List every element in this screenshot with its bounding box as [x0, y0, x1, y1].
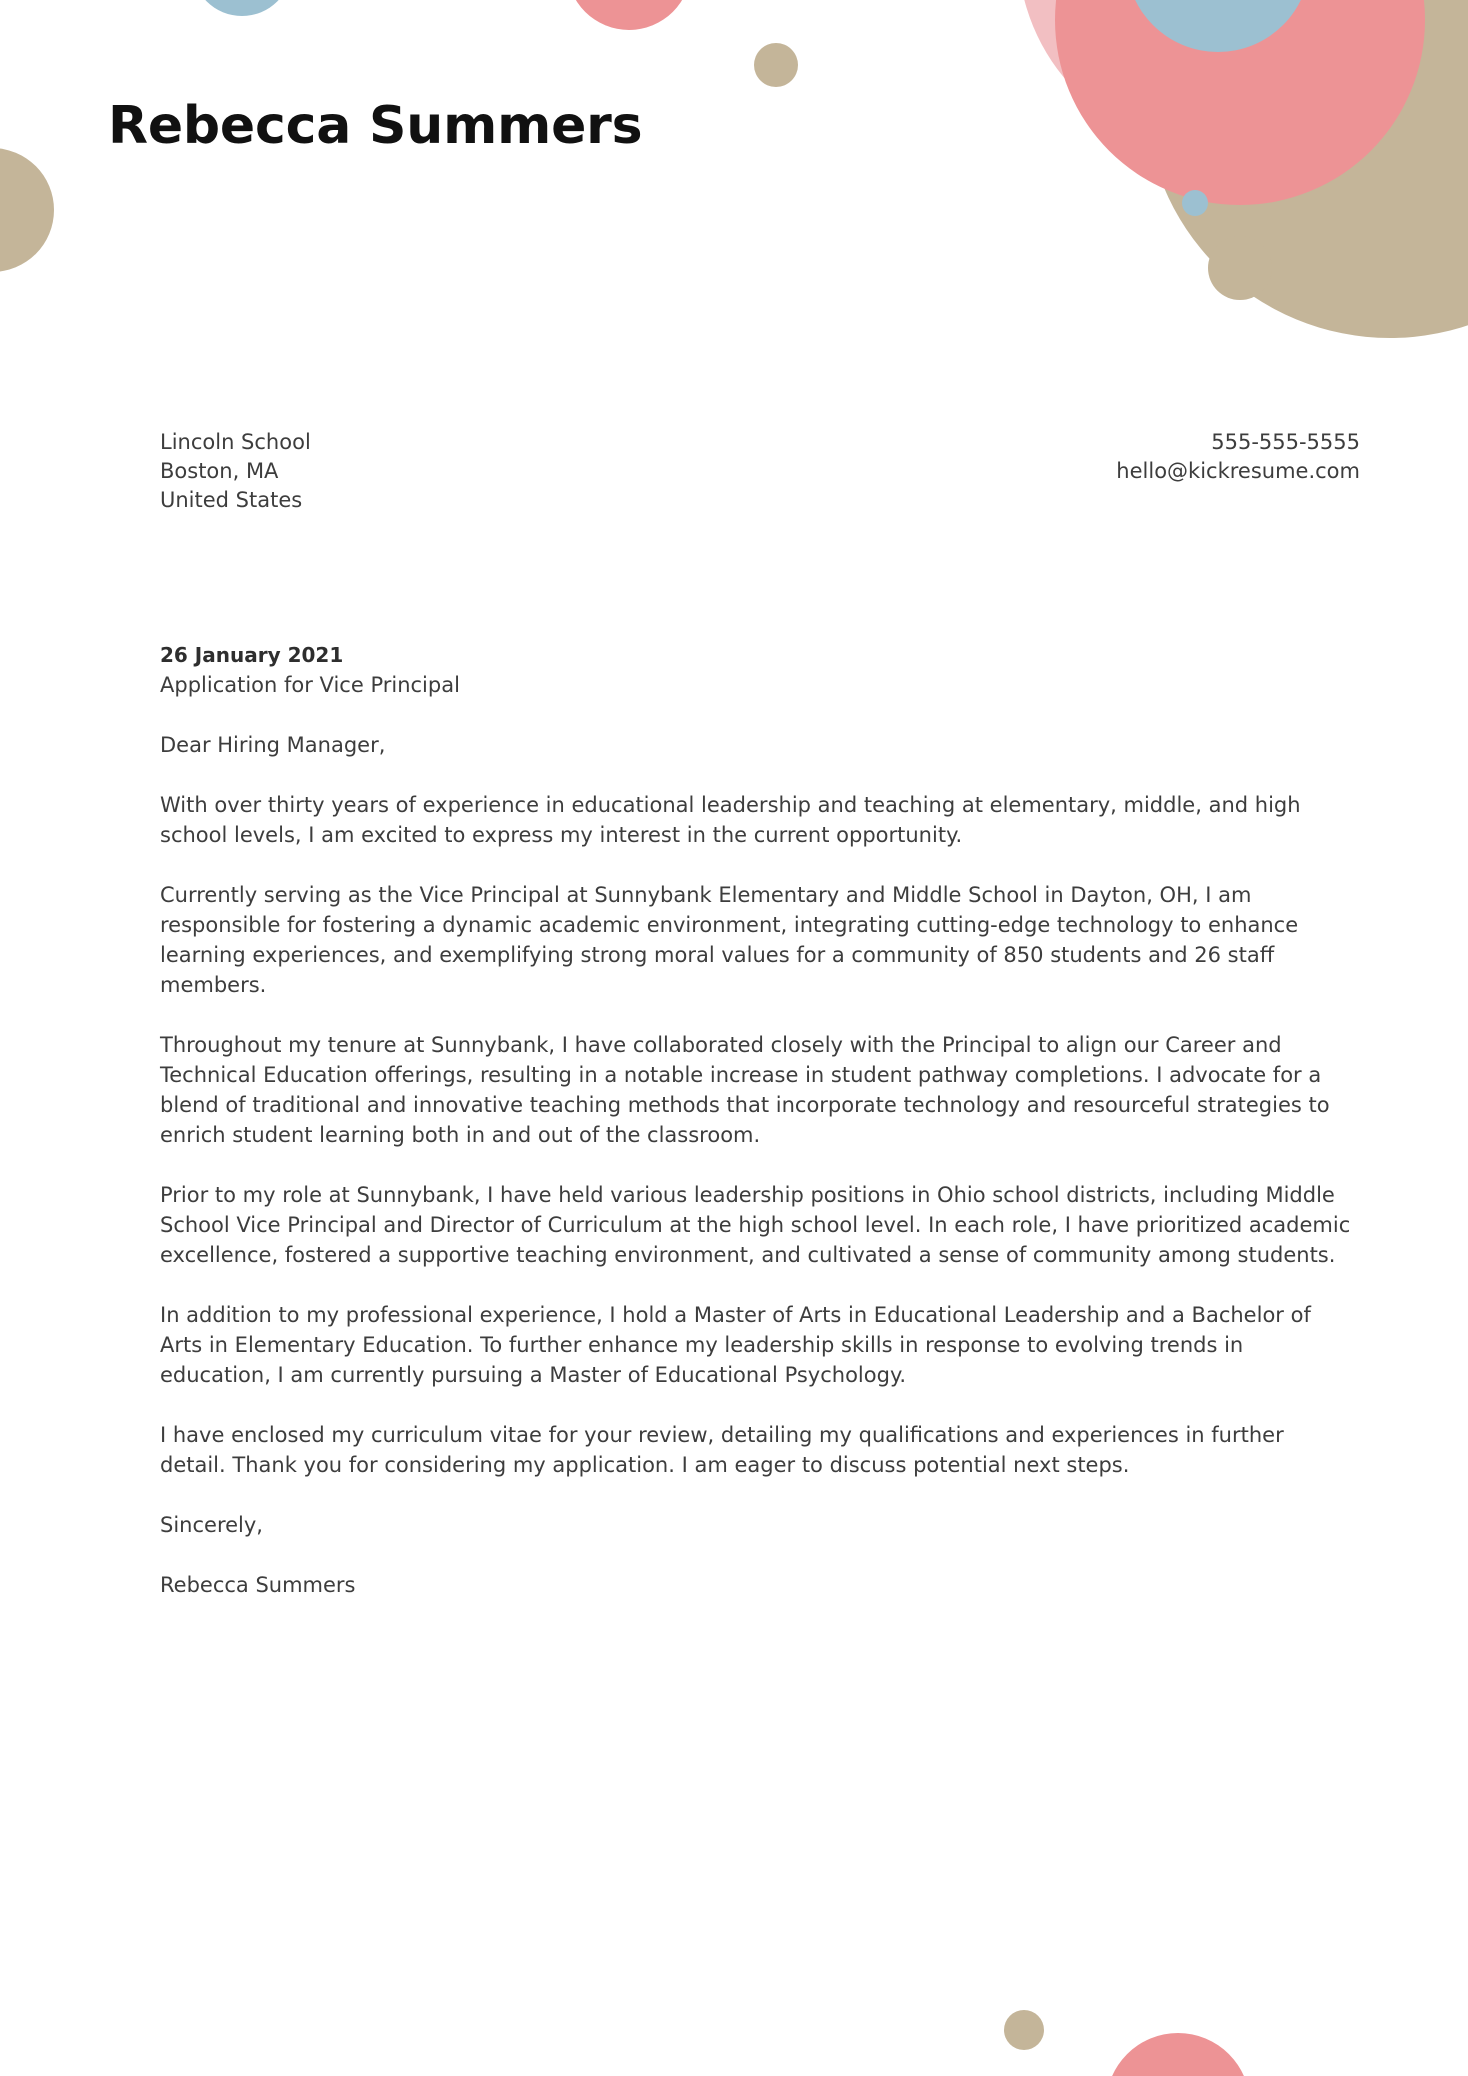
letter-salutation: Dear Hiring Manager, — [160, 733, 386, 757]
recipient-line-1: Lincoln School — [160, 430, 311, 454]
letter-body — [160, 640, 1355, 1600]
letter-paragraph: Prior to my role at Sunnybank, I have held various leadership positions in Ohio school districts, including Middle School Vice Principal and Director of Curriculum at the high school level. In each role, I have prioritized academic excellence, fostered a supportive teaching environment, and cultivated a sense of community among students. — [160, 1183, 1351, 1267]
letter-paragraph: In addition to my professional experience, I hold a Master of Arts in Educational Leadership and a Bachelor of Arts in Elementary Education. To further enhance my leadership skills in response to evolving trends in education, I am currently pursuing a Master of Educational Psychology. — [160, 1303, 1311, 1387]
letter-paragraph: Currently serving as the Vice Principal at Sunnybank Elementary and Middle School in Dayton, OH, I am responsible for fostering a dynamic academic environment, integrating cutting-edge technology to enhance learning experiences, and exemplifying strong moral values for a community of 850 students and 26 staff members. — [160, 883, 1299, 997]
page-title: Rebecca Summers — [108, 96, 643, 156]
letter-paragraph: With over thirty years of experience in educational leadership and teaching at elementary, middle, and high school levels, I am excited to express my interest in the current opportunity. — [160, 793, 1301, 847]
letter-date: 26 January 2021 — [160, 643, 344, 667]
letter-paragraph: I have enclosed my curriculum vitae for your review, detailing my qualifications and experiences in further detail. Thank you for considering my application. I am eager to discuss potential next steps. — [160, 1423, 1284, 1477]
address-row — [160, 428, 1360, 515]
letter-paragraph: Throughout my tenure at Sunnybank, I have collaborated closely with the Principal to align our Career and Technical Education offerings, resulting in a notable increase in student pathway completions. I advocate for a blend of traditional and innovative teaching methods that incorporate technology and resourceful strategies to enrich student learning both in and out of the classroom. — [160, 1033, 1330, 1147]
letter-subject: Application for Vice Principal — [160, 673, 460, 697]
recipient-address-block — [160, 428, 311, 515]
letter-signature: Rebecca Summers — [160, 1573, 356, 1597]
letter-closing: Sincerely, — [160, 1513, 263, 1537]
recipient-line-3: United States — [160, 488, 303, 512]
recipient-line-2: Boston, MA — [160, 459, 279, 483]
sender-contact-block — [1116, 428, 1360, 486]
contact-phone: 555-555-5555 — [1211, 430, 1360, 454]
contact-email: hello@kickresume.com — [1116, 459, 1360, 483]
